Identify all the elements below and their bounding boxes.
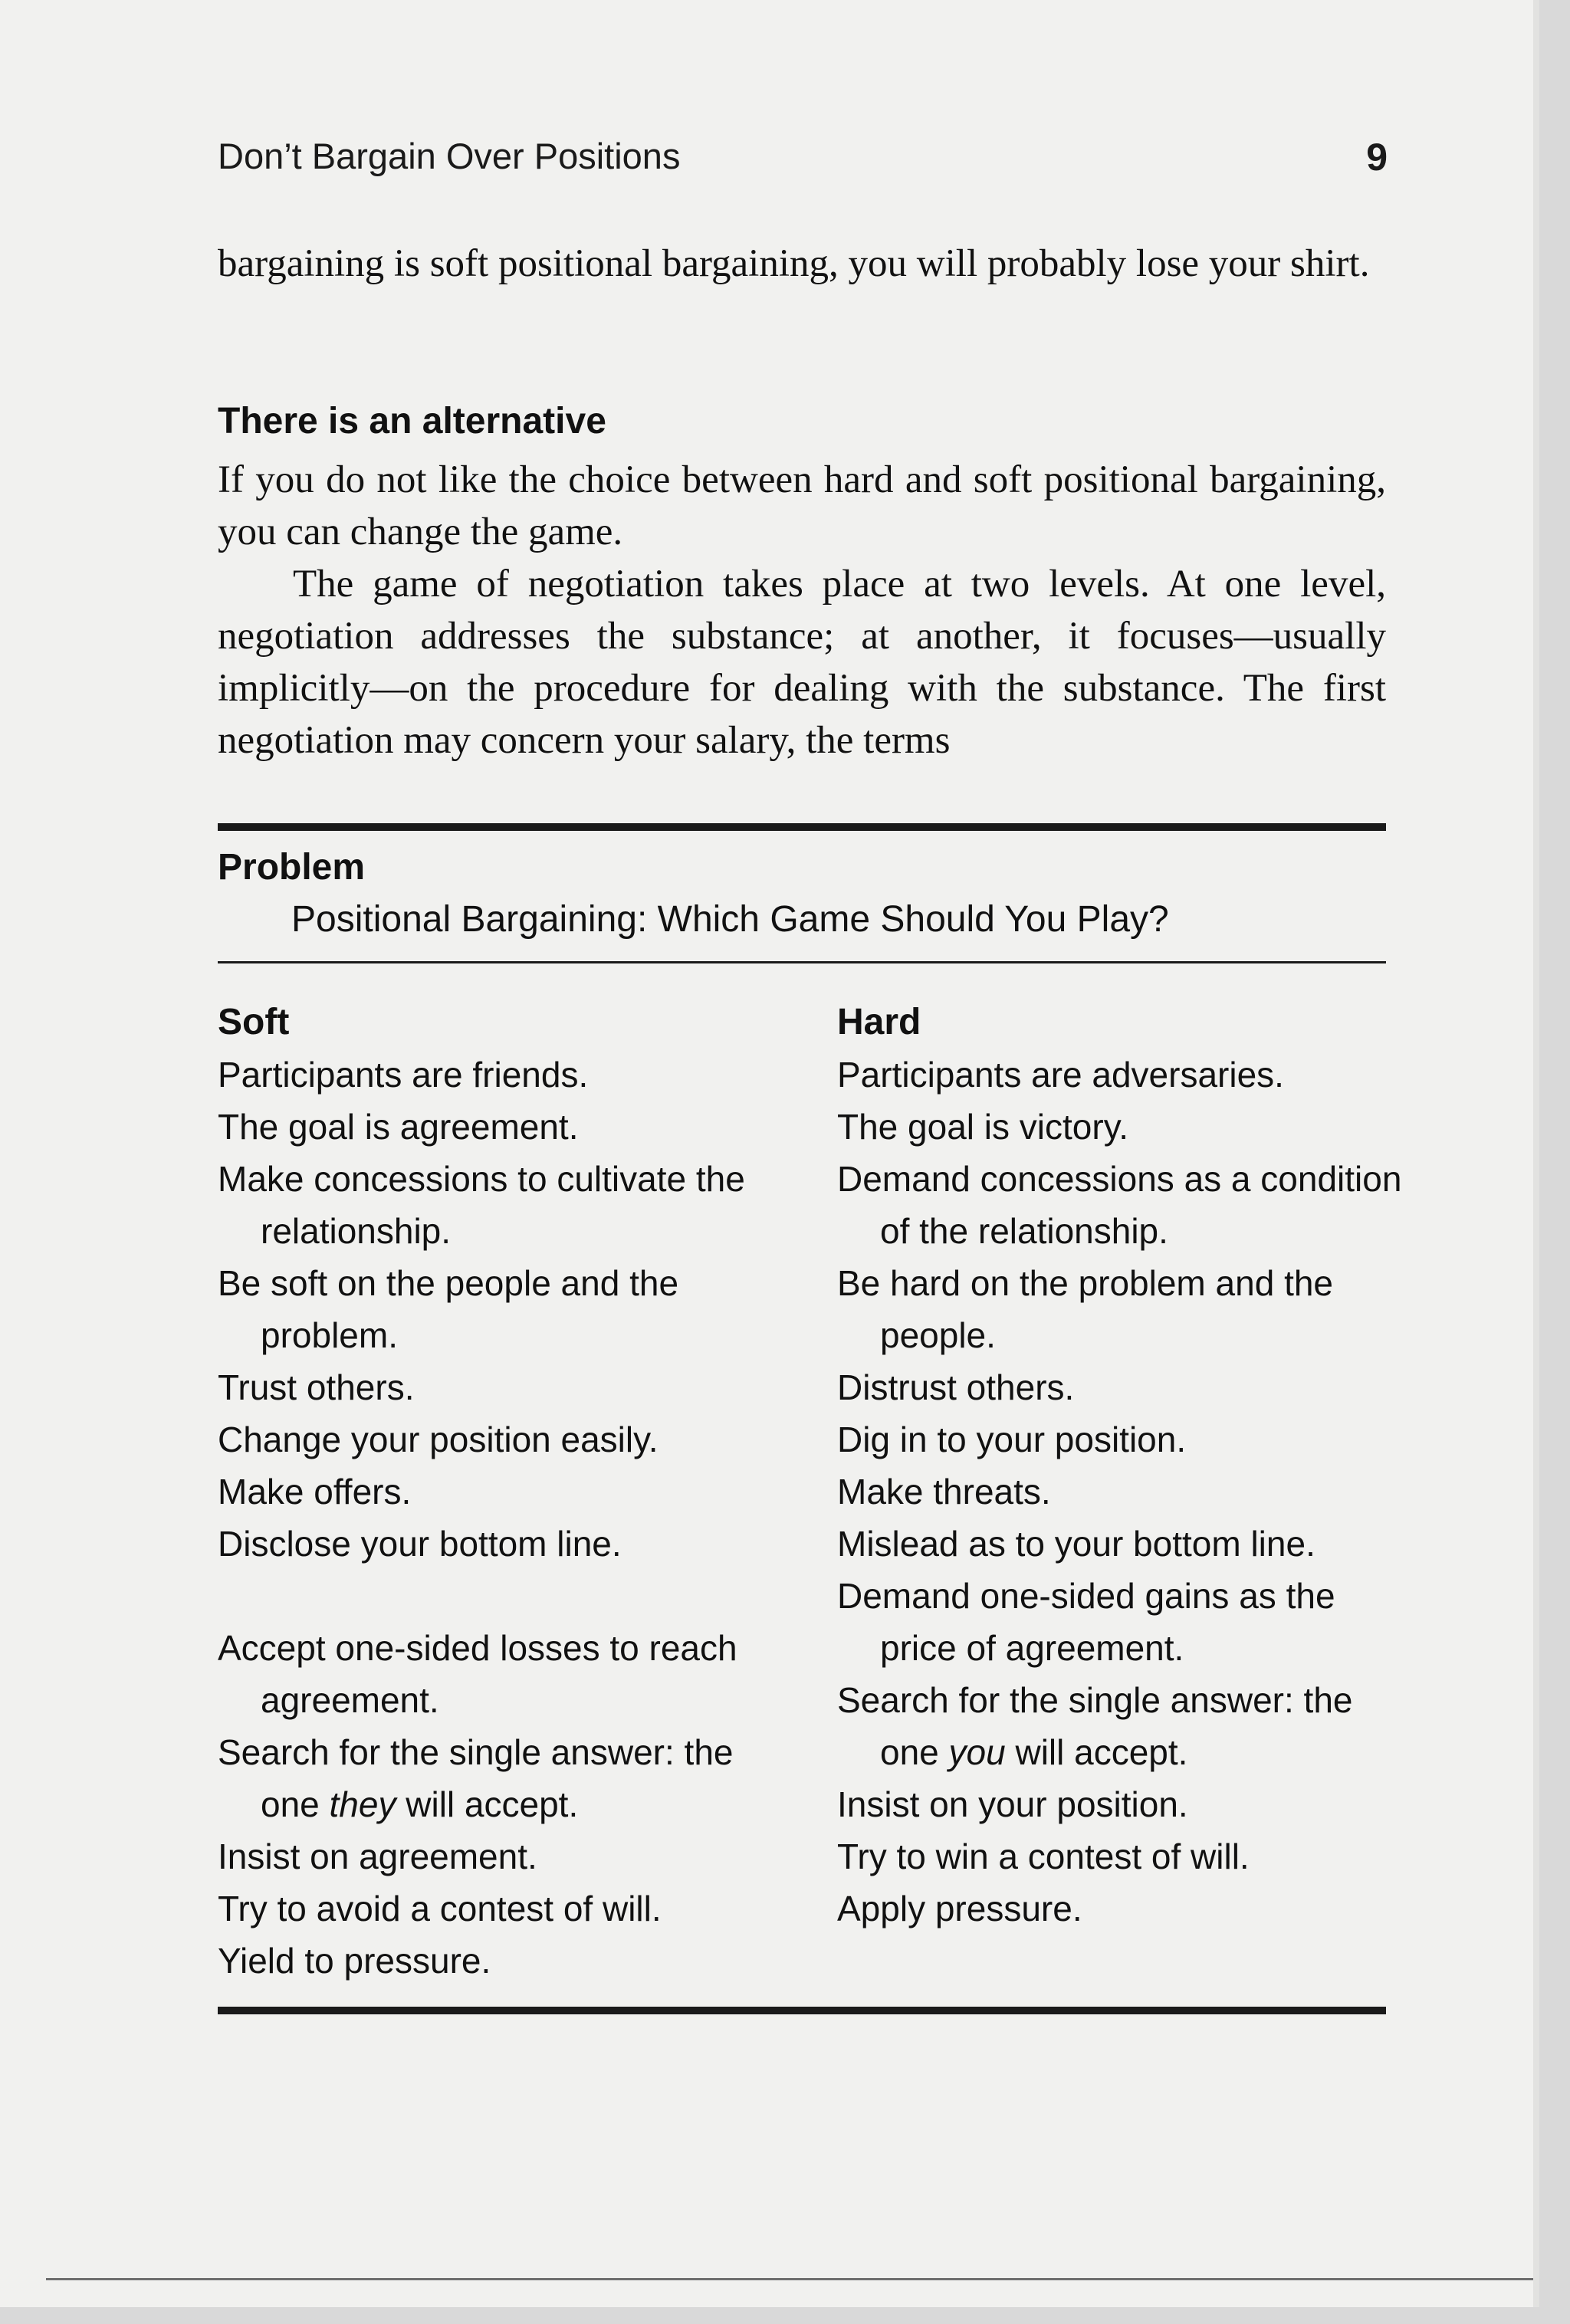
soft-item: Participants are friends. bbox=[218, 1055, 589, 1095]
hard-item: Make threats. bbox=[837, 1472, 1051, 1512]
scan-edge-line bbox=[46, 2278, 1533, 2280]
hard-heading: Hard bbox=[837, 1002, 921, 1042]
hard-item: Demand one-sided gains as the price of agreement. bbox=[837, 1576, 1335, 1668]
soft-item: Insist on agreement. bbox=[218, 1837, 537, 1876]
box-divider-rule bbox=[218, 961, 1386, 963]
hard-item: Try to win a contest of will. bbox=[837, 1837, 1250, 1876]
hard-column bbox=[837, 996, 1404, 1935]
soft-item: Make concessions to cultivate the relationship. bbox=[218, 1159, 745, 1251]
hard-item: Dig in to your position. bbox=[837, 1420, 1187, 1459]
soft-item-text: Search for the single answer: the one they will accept. bbox=[218, 1732, 734, 1824]
soft-item: Trust others. bbox=[218, 1367, 415, 1407]
hard-item: Mislead as to your bottom line. bbox=[837, 1524, 1315, 1564]
hard-item: Be hard on the problem and the people. bbox=[837, 1263, 1334, 1355]
paragraph-2: If you do not like the choice between hard and soft positional bargaining, you can change the game. bbox=[218, 458, 1386, 553]
page-number: 9 bbox=[1366, 136, 1388, 179]
hard-item bbox=[837, 1674, 1404, 1778]
hard-list bbox=[837, 1049, 1404, 1935]
soft-column bbox=[218, 996, 770, 1987]
hard-item: Insist on your position. bbox=[837, 1784, 1188, 1824]
hard-item: Demand concessions as a condition of the relationship. bbox=[837, 1159, 1402, 1251]
problem-label: Problem bbox=[218, 847, 366, 888]
hard-item: The goal is victory. bbox=[837, 1107, 1129, 1147]
hard-item: Participants are adversaries. bbox=[837, 1055, 1284, 1095]
soft-heading: Soft bbox=[218, 1002, 290, 1042]
problem-title: Positional Bargaining: Which Game Should You Play? bbox=[291, 899, 1169, 940]
soft-item: Disclose your bottom line. bbox=[218, 1524, 622, 1564]
soft-item: Try to avoid a contest of will. bbox=[218, 1889, 662, 1928]
soft-item bbox=[218, 1726, 770, 1830]
soft-item: Be soft on the people and the problem. bbox=[218, 1263, 679, 1355]
box-top-rule bbox=[218, 823, 1386, 831]
soft-item: Accept one-sided losses to reach agreement. bbox=[218, 1628, 737, 1720]
running-head bbox=[218, 135, 1395, 189]
soft-item: Make offers. bbox=[218, 1472, 412, 1512]
soft-item: Change your position easily. bbox=[218, 1420, 659, 1459]
paragraph-3: The game of negotiation takes place at two levels. At one level, negotiation addresses the substance; at another, it focuses—usually implicitly—on the procedure for dealing with the substance. The first negotiation may concern your salary, the terms bbox=[218, 563, 1386, 762]
soft-list bbox=[218, 1049, 770, 1987]
box-bottom-rule bbox=[218, 2007, 1386, 2014]
hard-item: Apply pressure. bbox=[837, 1889, 1082, 1928]
running-head-title: Don’t Bargain Over Positions bbox=[218, 136, 681, 176]
hard-item-text: Search for the single answer: the one you will accept. bbox=[837, 1680, 1353, 1772]
paragraph-1: bargaining is soft positional bargaining, you will probably lose your shirt. bbox=[218, 242, 1370, 285]
hard-item: Distrust others. bbox=[837, 1367, 1075, 1407]
section-heading: There is an alternative bbox=[218, 401, 606, 441]
soft-item: The goal is agreement. bbox=[218, 1107, 579, 1147]
soft-item: Yield to pressure. bbox=[218, 1941, 491, 1981]
